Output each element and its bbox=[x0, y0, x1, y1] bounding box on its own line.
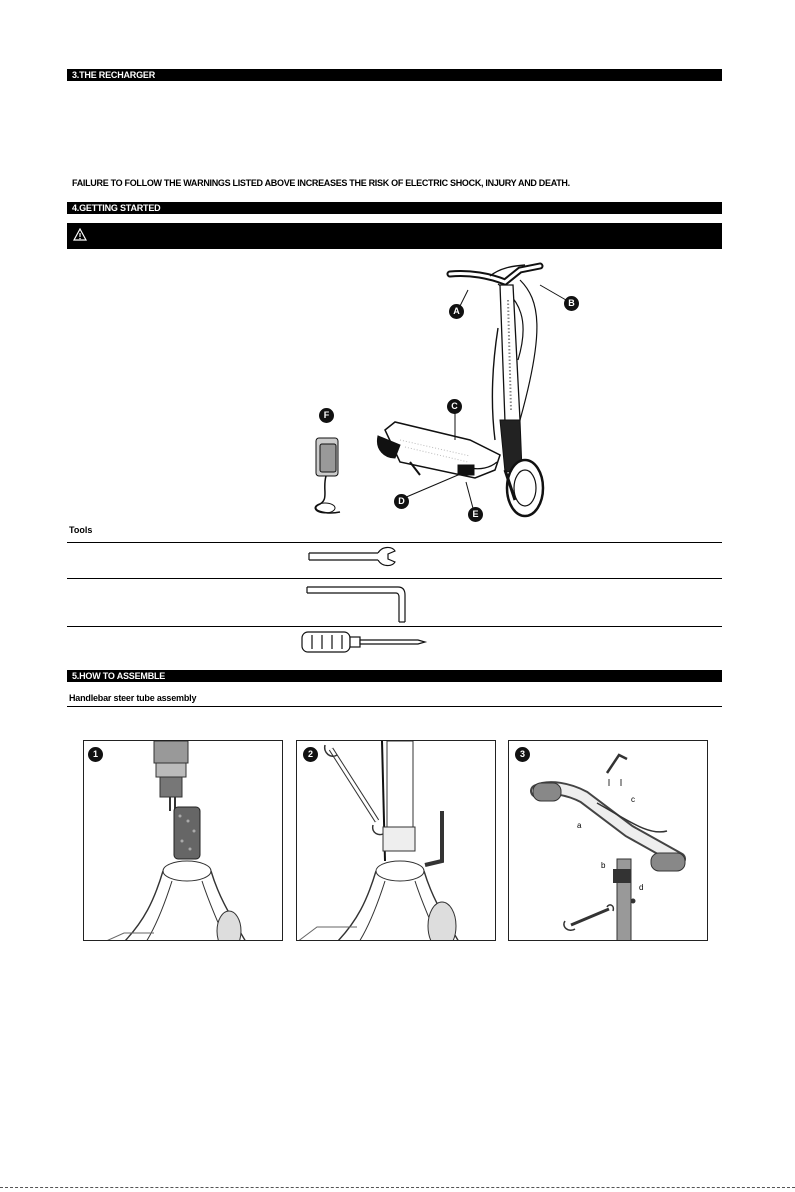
subtitle-rule bbox=[67, 706, 722, 707]
section-title: 4.GETTING STARTED bbox=[72, 203, 161, 213]
hex-key-icon bbox=[307, 587, 405, 622]
step-1-illustration bbox=[84, 741, 283, 941]
section-title: 3.THE RECHARGER bbox=[72, 70, 156, 80]
wrench-icon bbox=[309, 547, 395, 565]
callout-c: c bbox=[631, 795, 635, 804]
callout-d: d bbox=[639, 883, 644, 892]
assembly-step-3-panel bbox=[508, 740, 708, 941]
callout-a: a bbox=[577, 821, 582, 830]
part-label-f: F bbox=[319, 408, 334, 423]
assembly-step-1-panel bbox=[83, 740, 283, 941]
part-label-a: A bbox=[449, 304, 464, 319]
part-label-c: C bbox=[447, 399, 462, 414]
callout-b: b bbox=[601, 861, 606, 870]
scooter-illustration bbox=[0, 0, 795, 540]
step-3-illustration bbox=[509, 741, 708, 941]
page-bottom-edge bbox=[0, 1187, 795, 1188]
part-label-e: E bbox=[468, 507, 483, 522]
step-number-badge: 1 bbox=[88, 747, 103, 762]
scooter-handlebar bbox=[450, 265, 540, 420]
section-title: 5.HOW TO ASSEMBLE bbox=[72, 671, 166, 681]
part-label-d: D bbox=[394, 494, 409, 509]
tools-illustrations bbox=[0, 540, 795, 665]
section-header-how-to-assemble bbox=[67, 670, 722, 682]
part-label-b: B bbox=[564, 296, 579, 311]
tools-heading: Tools bbox=[69, 525, 93, 535]
scooter-deck bbox=[377, 422, 500, 478]
scooter-stem bbox=[492, 285, 520, 440]
assembly-subtitle: Handlebar steer tube assembly bbox=[69, 693, 197, 703]
step-2-illustration bbox=[297, 741, 496, 941]
charger-illustration bbox=[315, 438, 340, 513]
screwdriver-icon bbox=[302, 632, 425, 652]
assembly-step-2-panel bbox=[296, 740, 496, 941]
scooter-front-wheel bbox=[500, 420, 543, 516]
step-number-badge: 2 bbox=[303, 747, 318, 762]
step-number-badge: 3 bbox=[515, 747, 530, 762]
warning-statement: FAILURE TO FOLLOW THE WARNINGS LISTED ABOVE INCREASES THE RISK OF ELECTRIC SHOCK, INJURY AND DEATH. bbox=[72, 178, 570, 188]
